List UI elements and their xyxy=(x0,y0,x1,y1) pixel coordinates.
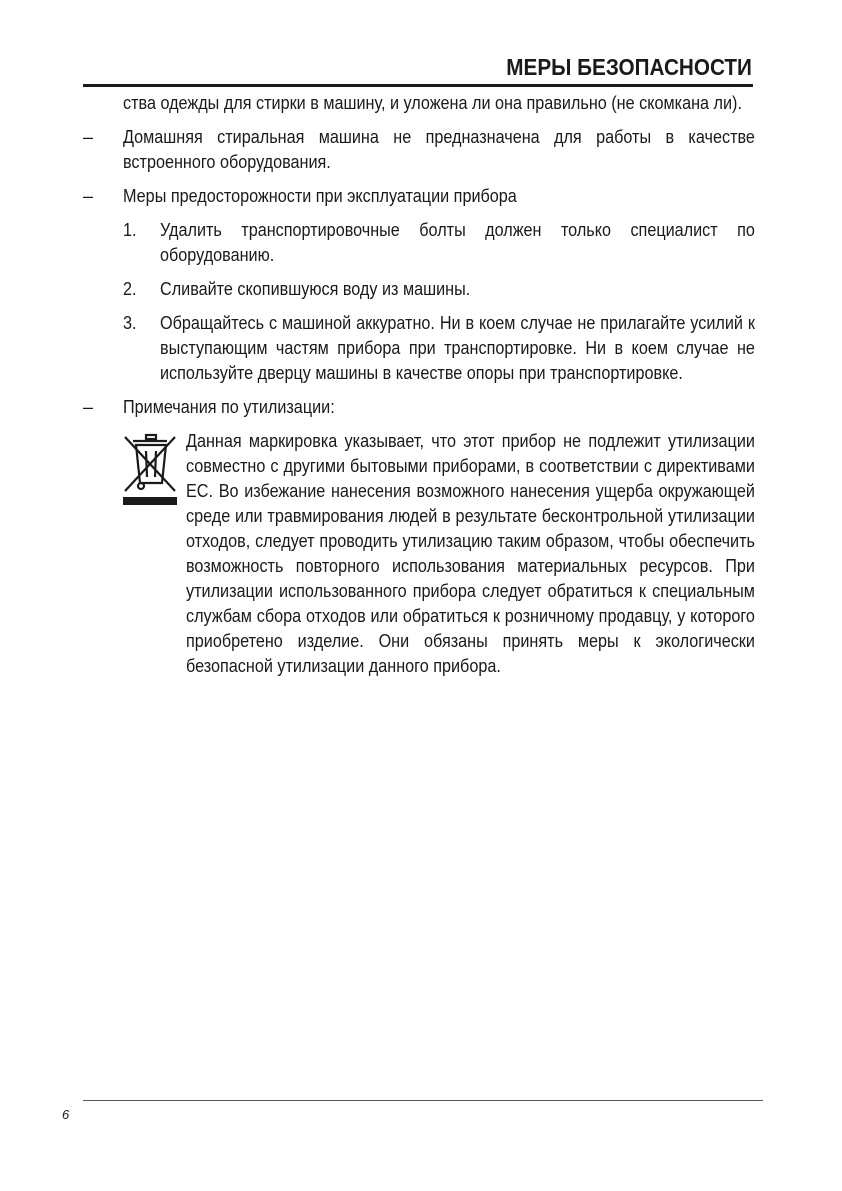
page-header-title: МЕРЫ БЕЗОПАСНОСТИ xyxy=(506,54,752,80)
disposal-text: Данная маркировка указывает, что этот прибор не подлежит утилизации совместно с другими бытовыми приборами, в соответствии с директивами ЕС. Во избежание нанесения возможного нанесения ущерба окружающей среде или травмирования людей в результате бесконтрольной утилизации отходов, следует проводить утилизацию таким образом, чтобы обеспечить возможность повторного использования материальных ресурсов. При утилизации использованного прибора следует обратиться к специальным службам сбора отходов или обратиться к розничному продавцу, у которого приобретено изделие. Они обязаны принять меры к экологически безопасной утилизации данного прибора. xyxy=(186,431,755,676)
numbered-item-text: Удалить транспортировочные болты должен только специалист по оборудованию. xyxy=(160,220,755,265)
dash-marker: – xyxy=(83,186,94,206)
bullet-text: Меры предосторожности при эксплуатации прибора xyxy=(123,186,517,206)
dash-marker: – xyxy=(83,127,94,147)
numbered-item-text: Сливайте скопившуюся воду из машины. xyxy=(160,279,471,299)
bullet-item-precautions xyxy=(83,184,755,209)
item-number: 3. xyxy=(123,313,137,333)
disposal-paragraph xyxy=(83,429,755,679)
page-number: 6 xyxy=(62,1107,70,1122)
footer-rule xyxy=(83,1100,763,1101)
continuation-paragraph xyxy=(83,91,755,116)
numbered-item-text: Обращайтесь с машиной аккуратно. Ни в коем случае не прилагайте усилий к выступающим частям прибора при транспортировке. Ни в коем случае не используйте дверцу машины в качестве опоры при транспортировке. xyxy=(160,313,755,383)
continuation-text: ства одежды для стирки в машину, и уложена ли она правильно (не скомкана ли). xyxy=(123,93,742,113)
dash-marker: – xyxy=(83,397,94,417)
bullet-item-builtin xyxy=(83,125,755,175)
numbered-item-1 xyxy=(83,218,755,268)
item-number: 2. xyxy=(123,279,137,299)
numbered-item-3 xyxy=(83,311,755,386)
numbered-item-2 xyxy=(83,277,755,302)
crossed-out-wheelie-bin-icon xyxy=(121,433,179,509)
page-content xyxy=(83,91,755,679)
item-number: 1. xyxy=(123,220,137,240)
bullet-text: Домашняя стиральная машина не предназначена для работы в качестве встроенного оборудования. xyxy=(123,127,755,172)
disposal-heading: Примечания по утилизации: xyxy=(123,397,335,417)
header-rule xyxy=(83,84,753,87)
bullet-item-disposal xyxy=(83,395,755,420)
